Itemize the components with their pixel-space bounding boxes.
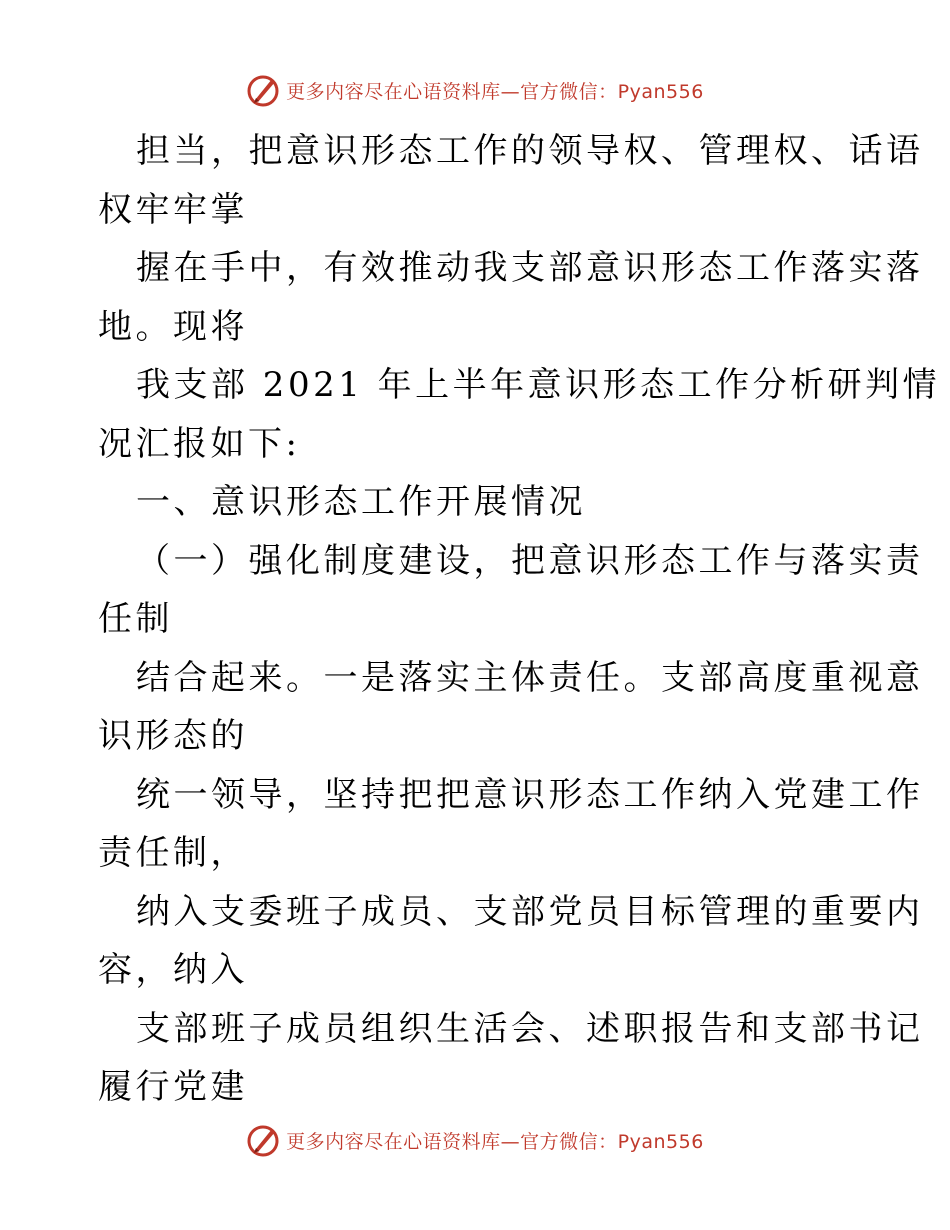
text-line-1: 担当，把意识形态工作的领导权、管理权、话语 — [136, 131, 924, 171]
text-line-5: 我支部 2021 年上半年意识形态工作分析研判情 — [136, 365, 941, 405]
text-line-2: 权牢牢掌 — [98, 189, 248, 230]
quill-pen-logo-icon — [246, 1123, 280, 1157]
text-line-10: 结合起来。一是落实主体责任。支部高度重视意 — [136, 657, 924, 698]
text-line-16: 支部班子成员组织生活会、述职报告和支部书记 — [136, 1008, 924, 1049]
text-line-6: 况汇报如下: — [98, 423, 301, 464]
section-heading: 一、意识形态工作开展情况 — [136, 482, 586, 522]
text-line-13: 责任制， — [98, 833, 248, 873]
quill-pen-logo-icon — [246, 73, 280, 107]
footer-banner — [0, 1120, 950, 1160]
text-line-4: 地。现将 — [98, 306, 248, 347]
text-line-14: 纳入支委班子成员、支部党员目标管理的重要内 — [136, 891, 924, 932]
header-banner — [0, 70, 950, 110]
document-body — [98, 122, 941, 1117]
text-line-15: 容，纳入 — [98, 950, 248, 990]
header-banner-text: 更多内容尽在心语资料库—官方微信：Pyan556 — [286, 80, 704, 103]
subsection-heading: （一）强化制度建设，把意识形态工作与落实责 — [136, 540, 924, 581]
footer-banner-text: 更多内容尽在心语资料库—官方微信：Pyan556 — [286, 1130, 704, 1153]
text-line-11: 识形态的 — [98, 716, 248, 756]
text-line-17: 履行党建 — [98, 1067, 248, 1107]
text-line-3: 握在手中，有效推动我支部意识形态工作落实落 — [136, 248, 924, 288]
text-line-12: 统一领导，坚持把把意识形态工作纳入党建工作 — [136, 774, 924, 815]
text-line-9: 任制 — [98, 599, 173, 639]
